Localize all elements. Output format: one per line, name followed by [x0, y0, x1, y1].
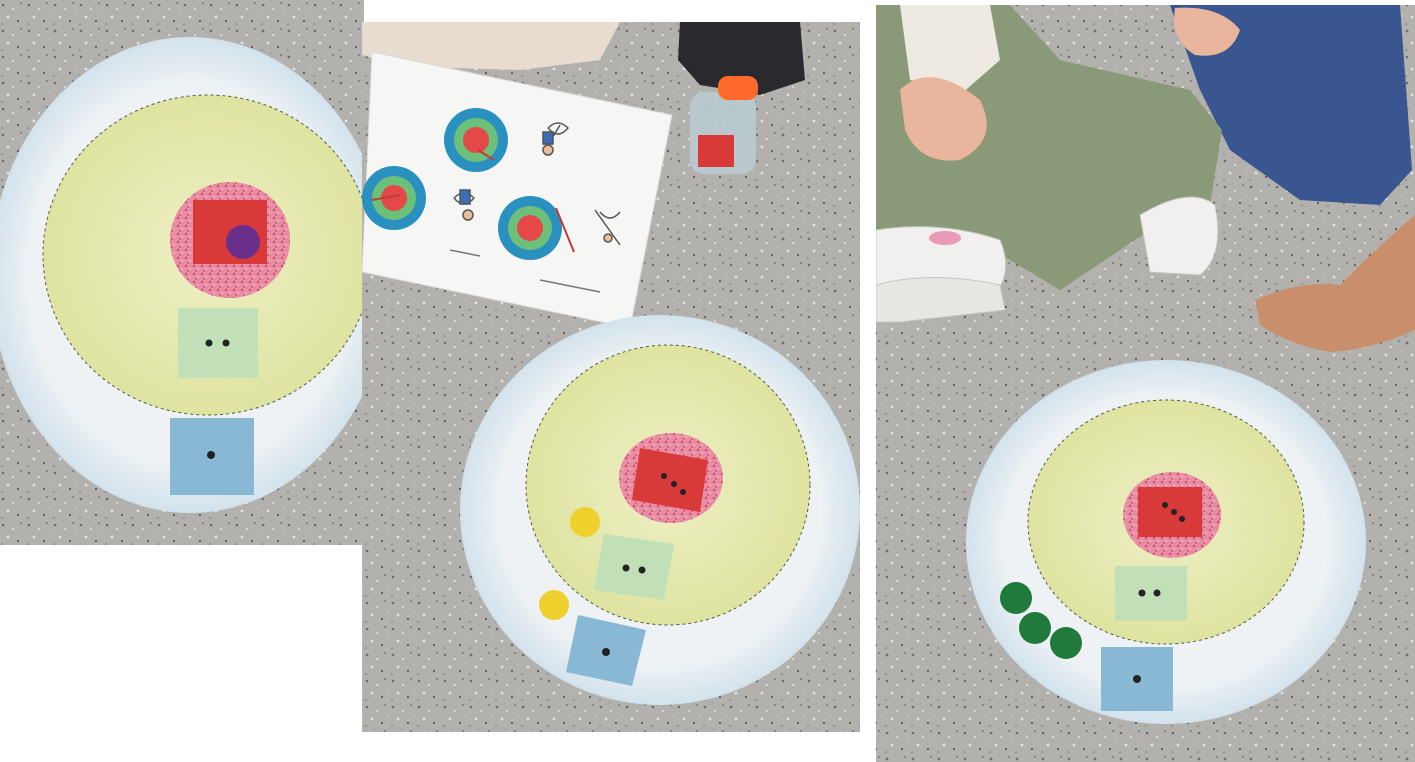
center-card-red — [1138, 487, 1202, 537]
green-token — [1050, 627, 1082, 659]
green-token — [1019, 612, 1051, 644]
dot-icon — [639, 567, 646, 574]
target-sheet-2 — [460, 315, 860, 705]
shoe-accent — [929, 231, 961, 245]
middle-card-green — [594, 534, 674, 600]
mini-target-icon — [362, 166, 426, 230]
dot-icon — [680, 489, 686, 495]
dot-icon — [1133, 675, 1141, 683]
purple-token — [226, 225, 260, 259]
target-sheet-1 — [0, 37, 390, 513]
middle-card-green — [178, 308, 258, 378]
dot-icon — [1179, 516, 1185, 522]
mini-target-icon — [444, 108, 508, 172]
middle-card-green — [1115, 566, 1187, 621]
dot-icon — [223, 340, 230, 347]
yellow-token — [539, 590, 569, 620]
target-sheet-3 — [966, 360, 1366, 724]
dot-icon — [602, 648, 610, 656]
yellow-token — [570, 507, 600, 537]
photo-3 — [876, 5, 1415, 762]
dot-icon — [661, 473, 667, 479]
dot-icon — [671, 481, 677, 487]
dot-icon — [623, 565, 630, 572]
photo-2 — [362, 22, 860, 732]
photo-1 — [0, 0, 390, 545]
dot-icon — [1139, 590, 1146, 597]
bottle-cap — [718, 76, 758, 100]
dot-icon — [207, 451, 215, 459]
dot-icon — [1171, 509, 1177, 515]
dot-icon — [206, 340, 213, 347]
mini-target-icon — [498, 196, 562, 260]
sneaker — [1140, 197, 1218, 275]
green-token — [1000, 582, 1032, 614]
dot-icon — [1154, 590, 1161, 597]
dot-icon — [1162, 502, 1168, 508]
